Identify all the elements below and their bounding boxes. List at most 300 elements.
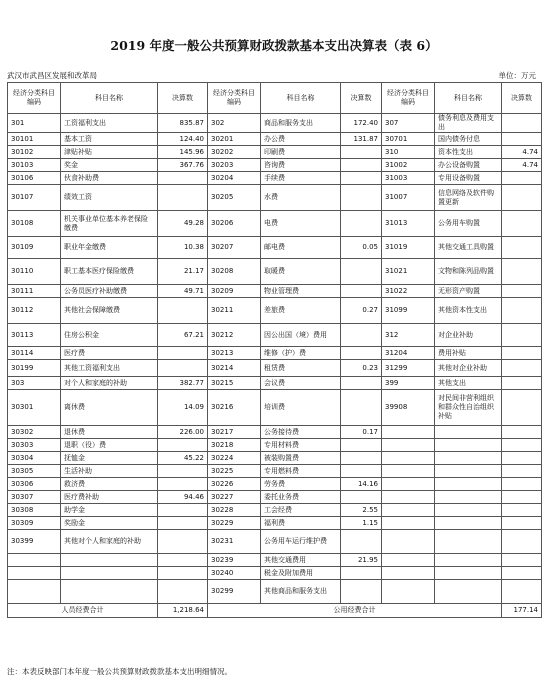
cell-c-amount <box>502 237 542 259</box>
cell-c-code: 31299 <box>382 360 435 377</box>
cell-a-name: 医疗费 <box>61 347 158 360</box>
cell-a-code: 30113 <box>8 324 61 347</box>
cell-c-name: 无形资产购置 <box>435 285 502 298</box>
cell-b-code: 30225 <box>208 465 261 478</box>
cell-b-code: 30202 <box>208 146 261 159</box>
cell-b-name: 会议费 <box>261 377 341 390</box>
cell-a-name: 救济费 <box>61 478 158 491</box>
cell-a-code: 30308 <box>8 504 61 517</box>
cell-a-name: 退休费 <box>61 426 158 439</box>
cell-b-code: 30211 <box>208 298 261 324</box>
table-row <box>8 530 542 554</box>
cell-c-amount <box>502 452 542 465</box>
cell-c-code <box>382 517 435 530</box>
cell-b-code: 30209 <box>208 285 261 298</box>
cell-a-name <box>61 567 158 580</box>
header-name: 科目名称 <box>61 83 158 114</box>
cell-c-name <box>435 426 502 439</box>
cell-b-code: 30227 <box>208 491 261 504</box>
cell-b-name: 劳务费 <box>261 478 341 491</box>
table-row <box>8 567 542 580</box>
table-row <box>8 439 542 452</box>
cell-a-name <box>61 580 158 604</box>
cell-a-code: 30111 <box>8 285 61 298</box>
cell-a-amount: 145.96 <box>158 146 208 159</box>
public-total-value: 177.14 <box>502 604 542 618</box>
cell-a-code <box>8 580 61 604</box>
cell-a-code: 30306 <box>8 478 61 491</box>
cell-c-code <box>382 426 435 439</box>
cell-b-code: 302 <box>208 114 261 133</box>
cell-b-name: 其他商品和服务支出 <box>261 580 341 604</box>
cell-b-name: 印刷费 <box>261 146 341 159</box>
cell-c-code: 39908 <box>382 390 435 426</box>
footnote: 注：本表反映部门本年度一般公共预算财政拨款基本支出明细情况。 <box>7 667 232 676</box>
cell-c-code: 312 <box>382 324 435 347</box>
cell-c-amount <box>502 390 542 426</box>
cell-c-name <box>435 452 502 465</box>
table-row <box>8 114 542 133</box>
cell-c-name <box>435 530 502 554</box>
cell-a-code: 303 <box>8 377 61 390</box>
cell-a-code: 30304 <box>8 452 61 465</box>
cell-b-name: 手续费 <box>261 172 341 185</box>
cell-b-code: 30207 <box>208 237 261 259</box>
cell-c-amount <box>502 426 542 439</box>
cell-b-amount <box>341 285 382 298</box>
cell-c-code: 31003 <box>382 172 435 185</box>
cell-c-name <box>435 517 502 530</box>
table-row <box>8 491 542 504</box>
cell-a-code: 30112 <box>8 298 61 324</box>
cell-a-code: 30101 <box>8 133 61 146</box>
cell-c-amount <box>502 465 542 478</box>
cell-b-code: 30203 <box>208 159 261 172</box>
cell-b-name: 公务接待费 <box>261 426 341 439</box>
cell-b-name: 差旅费 <box>261 298 341 324</box>
cell-b-code: 30206 <box>208 211 261 237</box>
public-total-label: 公用经费合计 <box>208 604 502 618</box>
cell-a-amount <box>158 298 208 324</box>
cell-c-code: 310 <box>382 146 435 159</box>
header-code: 经济分类科目编码 <box>382 83 435 114</box>
cell-c-amount <box>502 285 542 298</box>
table-row <box>8 133 542 146</box>
cell-b-amount <box>341 172 382 185</box>
table-row <box>8 159 542 172</box>
cell-c-name: 公务用车购置 <box>435 211 502 237</box>
table-row <box>8 211 542 237</box>
cell-a-name: 津贴补贴 <box>61 146 158 159</box>
cell-c-amount <box>502 439 542 452</box>
cell-c-code <box>382 491 435 504</box>
expenditure-table <box>7 82 542 618</box>
cell-c-code: 31022 <box>382 285 435 298</box>
cell-c-amount <box>502 211 542 237</box>
cell-a-name: 医疗费补助 <box>61 491 158 504</box>
cell-b-amount: 0.27 <box>341 298 382 324</box>
table-row <box>8 554 542 567</box>
cell-a-amount <box>158 347 208 360</box>
cell-c-amount <box>502 517 542 530</box>
cell-c-amount <box>502 491 542 504</box>
cell-a-code: 30399 <box>8 530 61 554</box>
cell-b-amount: 14.16 <box>341 478 382 491</box>
cell-c-amount <box>502 347 542 360</box>
cell-c-code: 31204 <box>382 347 435 360</box>
cell-a-amount: 226.00 <box>158 426 208 439</box>
cell-b-amount: 21.95 <box>341 554 382 567</box>
cell-c-amount <box>502 114 542 133</box>
cell-c-amount <box>502 324 542 347</box>
cell-c-name: 办公设备购置 <box>435 159 502 172</box>
unit-label: 单位：万元 <box>498 71 536 80</box>
cell-b-name: 电费 <box>261 211 341 237</box>
cell-c-name <box>435 554 502 567</box>
table-row <box>8 390 542 426</box>
cell-b-name: 物业管理费 <box>261 285 341 298</box>
cell-c-code: 31013 <box>382 211 435 237</box>
cell-b-code: 30204 <box>208 172 261 185</box>
cell-a-name: 其他工资福利支出 <box>61 360 158 377</box>
cell-c-code: 31099 <box>382 298 435 324</box>
cell-c-amount <box>502 360 542 377</box>
table-row <box>8 298 542 324</box>
cell-a-name: 公务员医疗补助缴费 <box>61 285 158 298</box>
cell-a-code: 30114 <box>8 347 61 360</box>
cell-c-code: 31002 <box>382 159 435 172</box>
cell-c-name <box>435 491 502 504</box>
cell-a-amount: 367.76 <box>158 159 208 172</box>
cell-b-amount <box>341 146 382 159</box>
cell-c-amount <box>502 554 542 567</box>
cell-b-code: 30208 <box>208 259 261 285</box>
cell-b-name: 因公出国（境）费用 <box>261 324 341 347</box>
cell-b-name: 邮电费 <box>261 237 341 259</box>
cell-a-amount: 14.09 <box>158 390 208 426</box>
cell-c-amount: 4.74 <box>502 159 542 172</box>
cell-c-code <box>382 580 435 604</box>
cell-c-name: 其他支出 <box>435 377 502 390</box>
cell-a-code: 30106 <box>8 172 61 185</box>
cell-a-amount: 94.46 <box>158 491 208 504</box>
cell-c-code: 31007 <box>382 185 435 211</box>
cell-a-name <box>61 554 158 567</box>
cell-b-amount <box>341 347 382 360</box>
cell-b-amount <box>341 324 382 347</box>
table-row <box>8 324 542 347</box>
cell-a-code <box>8 554 61 567</box>
header-code: 经济分类科目编码 <box>8 83 61 114</box>
cell-b-code: 30216 <box>208 390 261 426</box>
table-row <box>8 146 542 159</box>
cell-a-code: 30303 <box>8 439 61 452</box>
cell-b-name: 委托业务费 <box>261 491 341 504</box>
cell-b-name: 专用燃料费 <box>261 465 341 478</box>
table-row <box>8 452 542 465</box>
header-amount: 决算数 <box>158 83 208 114</box>
cell-b-code: 30299 <box>208 580 261 604</box>
cell-c-code <box>382 554 435 567</box>
cell-b-amount <box>341 259 382 285</box>
cell-a-code: 30309 <box>8 517 61 530</box>
cell-c-amount <box>502 172 542 185</box>
cell-a-code: 30109 <box>8 237 61 259</box>
cell-a-code: 30110 <box>8 259 61 285</box>
table-row <box>8 347 542 360</box>
cell-b-amount <box>341 159 382 172</box>
cell-a-amount <box>158 465 208 478</box>
table-row <box>8 504 542 517</box>
cell-b-name: 公务用车运行维护费 <box>261 530 341 554</box>
cell-c-amount <box>502 185 542 211</box>
cell-b-name: 商品和服务支出 <box>261 114 341 133</box>
cell-a-name: 其他对个人和家庭的补助 <box>61 530 158 554</box>
cell-a-code: 30199 <box>8 360 61 377</box>
cell-c-name <box>435 567 502 580</box>
cell-c-name: 专用设备购置 <box>435 172 502 185</box>
cell-c-amount <box>502 567 542 580</box>
cell-c-name: 其他交通工具购置 <box>435 237 502 259</box>
cell-c-name: 对民间非营利组织和群众性自治组织补贴 <box>435 390 502 426</box>
cell-a-code: 30103 <box>8 159 61 172</box>
cell-a-amount <box>158 439 208 452</box>
cell-b-name: 税金及附加费用 <box>261 567 341 580</box>
cell-b-amount <box>341 567 382 580</box>
cell-a-amount <box>158 517 208 530</box>
table-row <box>8 426 542 439</box>
cell-c-amount <box>502 478 542 491</box>
table-header-row <box>8 83 542 114</box>
cell-c-code: 31021 <box>382 259 435 285</box>
cell-b-name: 维修（护）费 <box>261 347 341 360</box>
header-name: 科目名称 <box>435 83 502 114</box>
cell-c-amount <box>502 259 542 285</box>
cell-a-code: 30107 <box>8 185 61 211</box>
cell-c-code <box>382 465 435 478</box>
cell-b-amount: 0.17 <box>341 426 382 439</box>
cell-c-amount <box>502 580 542 604</box>
cell-b-amount: 172.40 <box>341 114 382 133</box>
cell-b-code: 30231 <box>208 530 261 554</box>
cell-b-amount <box>341 390 382 426</box>
cell-b-amount <box>341 439 382 452</box>
cell-b-code: 30213 <box>208 347 261 360</box>
cell-a-name: 生活补助 <box>61 465 158 478</box>
cell-b-amount: 131.87 <box>341 133 382 146</box>
cell-b-code: 30214 <box>208 360 261 377</box>
cell-a-amount: 382.77 <box>158 377 208 390</box>
cell-b-code: 30212 <box>208 324 261 347</box>
report-title: 2019 年度一般公共预算财政拨款基本支出决算表（表 6） <box>110 38 438 53</box>
table-row <box>8 172 542 185</box>
cell-a-amount <box>158 567 208 580</box>
cell-b-name: 被装购置费 <box>261 452 341 465</box>
header-code: 经济分类科目编码 <box>208 83 261 114</box>
cell-b-code: 30239 <box>208 554 261 567</box>
cell-a-amount <box>158 185 208 211</box>
cell-b-code: 30240 <box>208 567 261 580</box>
cell-a-code <box>8 567 61 580</box>
cell-c-name <box>435 504 502 517</box>
header-amount: 决算数 <box>341 83 382 114</box>
cell-b-code: 30201 <box>208 133 261 146</box>
cell-c-code: 399 <box>382 377 435 390</box>
cell-c-code <box>382 452 435 465</box>
cell-a-amount <box>158 530 208 554</box>
cell-c-amount <box>502 530 542 554</box>
cell-a-amount: 49.71 <box>158 285 208 298</box>
cell-a-amount: 835.87 <box>158 114 208 133</box>
cell-a-amount <box>158 504 208 517</box>
cell-a-code: 30301 <box>8 390 61 426</box>
cell-c-name <box>435 478 502 491</box>
cell-b-name: 水费 <box>261 185 341 211</box>
table-row <box>8 478 542 491</box>
cell-c-amount <box>502 377 542 390</box>
cell-b-amount <box>341 580 382 604</box>
cell-a-name: 助学金 <box>61 504 158 517</box>
cell-a-code: 301 <box>8 114 61 133</box>
cell-a-name: 离休费 <box>61 390 158 426</box>
cell-a-name: 伙食补助费 <box>61 172 158 185</box>
personnel-total-value: 1,218.64 <box>158 604 208 618</box>
cell-b-amount <box>341 491 382 504</box>
cell-b-code: 30224 <box>208 452 261 465</box>
cell-b-code: 30226 <box>208 478 261 491</box>
header-amount: 决算数 <box>502 83 542 114</box>
table-row <box>8 285 542 298</box>
cell-a-name: 基本工资 <box>61 133 158 146</box>
cell-b-code: 30229 <box>208 517 261 530</box>
table-row <box>8 517 542 530</box>
cell-a-amount: 45.22 <box>158 452 208 465</box>
cell-b-name: 福利费 <box>261 517 341 530</box>
cell-b-code: 30217 <box>208 426 261 439</box>
cell-a-name: 住房公积金 <box>61 324 158 347</box>
cell-b-amount <box>341 452 382 465</box>
cell-b-code: 30228 <box>208 504 261 517</box>
cell-b-name: 取暖费 <box>261 259 341 285</box>
cell-c-code: 307 <box>382 114 435 133</box>
cell-c-code: 30701 <box>382 133 435 146</box>
cell-c-code <box>382 439 435 452</box>
cell-b-code: 30205 <box>208 185 261 211</box>
cell-c-name: 资本性支出 <box>435 146 502 159</box>
cell-b-amount <box>341 377 382 390</box>
cell-a-amount <box>158 360 208 377</box>
table-row <box>8 237 542 259</box>
cell-a-amount: 49.28 <box>158 211 208 237</box>
cell-a-name: 职业年金缴费 <box>61 237 158 259</box>
cell-a-name: 职工基本医疗保险缴费 <box>61 259 158 285</box>
cell-c-code <box>382 530 435 554</box>
cell-a-name: 退职（役）费 <box>61 439 158 452</box>
cell-c-name: 国内债务付息 <box>435 133 502 146</box>
cell-a-code: 30102 <box>8 146 61 159</box>
cell-b-name: 工会经费 <box>261 504 341 517</box>
table-row <box>8 360 542 377</box>
cell-b-amount: 1.15 <box>341 517 382 530</box>
cell-a-code: 30305 <box>8 465 61 478</box>
cell-a-name: 绩效工资 <box>61 185 158 211</box>
cell-a-name: 奖励金 <box>61 517 158 530</box>
cell-a-amount <box>158 554 208 567</box>
cell-c-name: 信息网络及软件购置更新 <box>435 185 502 211</box>
cell-a-amount: 21.17 <box>158 259 208 285</box>
cell-a-name: 奖金 <box>61 159 158 172</box>
cell-b-name: 租赁费 <box>261 360 341 377</box>
cell-b-name: 咨询费 <box>261 159 341 172</box>
cell-c-name <box>435 439 502 452</box>
cell-c-name: 债务利息及费用支出 <box>435 114 502 133</box>
cell-c-name <box>435 580 502 604</box>
cell-a-name: 工资福利支出 <box>61 114 158 133</box>
table-row <box>8 580 542 604</box>
personnel-total-label: 人员经费合计 <box>8 604 158 618</box>
table-row <box>8 465 542 478</box>
cell-c-amount <box>502 298 542 324</box>
cell-a-name: 抚恤金 <box>61 452 158 465</box>
cell-b-amount <box>341 211 382 237</box>
cell-b-name: 其他交通费用 <box>261 554 341 567</box>
cell-a-amount: 124.40 <box>158 133 208 146</box>
cell-b-amount: 0.05 <box>341 237 382 259</box>
cell-b-amount <box>341 465 382 478</box>
cell-a-name: 其他社会保障缴费 <box>61 298 158 324</box>
cell-a-amount: 67.21 <box>158 324 208 347</box>
cell-c-code <box>382 567 435 580</box>
cell-a-name: 机关事业单位基本养老保险缴费 <box>61 211 158 237</box>
cell-a-code: 30307 <box>8 491 61 504</box>
cell-b-code: 30218 <box>208 439 261 452</box>
organization-name: 武汉市武昌区发展和改革局 <box>7 71 97 80</box>
cell-a-amount <box>158 580 208 604</box>
cell-a-code: 30108 <box>8 211 61 237</box>
cell-c-amount <box>502 133 542 146</box>
cell-b-amount: 2.55 <box>341 504 382 517</box>
cell-c-amount: 4.74 <box>502 146 542 159</box>
cell-b-name: 办公费 <box>261 133 341 146</box>
cell-a-amount <box>158 478 208 491</box>
table-row <box>8 185 542 211</box>
cell-b-code: 30215 <box>208 377 261 390</box>
cell-c-code <box>382 504 435 517</box>
cell-c-name: 文物和陈列品购置 <box>435 259 502 285</box>
cell-a-amount: 10.38 <box>158 237 208 259</box>
cell-c-amount <box>502 504 542 517</box>
cell-a-amount <box>158 172 208 185</box>
cell-c-name: 其他对企业补助 <box>435 360 502 377</box>
cell-b-amount: 0.23 <box>341 360 382 377</box>
totals-row <box>8 604 542 618</box>
cell-c-name <box>435 465 502 478</box>
cell-c-name: 费用补贴 <box>435 347 502 360</box>
cell-a-code: 30302 <box>8 426 61 439</box>
cell-b-amount <box>341 530 382 554</box>
cell-b-amount <box>341 185 382 211</box>
cell-c-name: 其他资本性支出 <box>435 298 502 324</box>
header-name: 科目名称 <box>261 83 341 114</box>
cell-c-code <box>382 478 435 491</box>
cell-b-name: 培训费 <box>261 390 341 426</box>
table-row <box>8 259 542 285</box>
cell-a-name: 对个人和家庭的补助 <box>61 377 158 390</box>
table-row <box>8 377 542 390</box>
cell-c-code: 31019 <box>382 237 435 259</box>
cell-b-name: 专用材料费 <box>261 439 341 452</box>
cell-c-name: 对企业补助 <box>435 324 502 347</box>
